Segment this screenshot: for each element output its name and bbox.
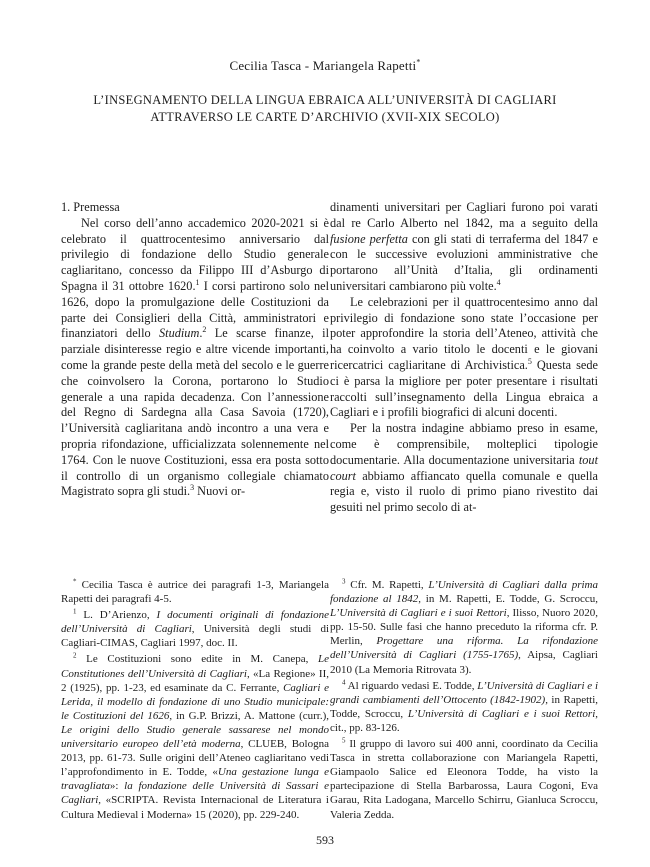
footnote-ref-2: 2	[202, 325, 207, 335]
footnote-3: $^3$ Cfr. M. Rapetti, L’Università di Cagliari dalla prima fondazione al 1842, in M. Rapetti, E. Todde, G. Scroccu, L’Università di Cagliari e i suoi Rettori, Ilisso, Nuoro 2020, pp. 15-50. Sulle fasi che hanno preceduto la riforma cfr. P. Merlin, Progettare una riforma. La rifondazione dell’Università di Cagliari (1755-1765), Aipsa, Cagliari 2010 (La Memoria Ritrovata 3).	[330, 577, 599, 676]
page-number: 593	[316, 833, 334, 847]
paragraph-3: Per la nostra indagine abbiamo preso in esame, come è comprensibile, molteplici tipologie documentarie. Alla documentazione universitaria tout court abbiamo affiancato quella comunale e quella regia e, visto il ruolo di primo piano rivestito dai gesuiti nel primo secolo di at-	[330, 421, 598, 515]
footnote-5: $^5$ Il gruppo di lavoro sui 400 anni, coordinato da Cecilia Tasca in stretta collaborazione con Mariangela Rapetti, Giampaolo Salice ed Eleonora Todde, ha visto la partecipazione di Stella Barbarossa, Laura Cogoni, Eva Garau, Rita Ladogana, Marcello Schirru, Gianluca Scroccu, Valeria Zedda.	[330, 736, 598, 821]
footnote-1: $^1$ L. D’Arienzo, I documenti originali di fondazione dell’Università di Cagliari, Università degli studi di Cagliari-CIMAS, Cagliari 1997, doc. II.	[61, 607, 329, 650]
footnote-ref-5: 5	[527, 356, 532, 366]
footnote-star: * Cecilia Tasca è autrice dei paragrafi 1-3, Mariangela Rapetti dei paragrafi 4-5.	[61, 577, 329, 606]
paragraph-1-part-2: dinamenti universitari per Cagliari furono poi varati dal re Carlo Alberto nel 1842, ma a seguito della fusione perfetta con gli stati di terraferma del 1847 e con le successive evoluzioni amministrative che portarono all’Unità d’Italia, gli ordinamenti universitari cambiarono più volte.$^4$	[330, 200, 599, 293]
footnotes-column-right	[330, 578, 598, 824]
author-note-mark: *	[416, 57, 421, 67]
paragraph-1-part-1: Nel corso dell’anno accademico 2020-2021 si è celebrato il quattrocentesimo anniversario dal privilegio di fondazione dello Studio generale cagliaritano, concesso da Filippo III d’Asburgo di Spagna il 31 ottobre 1620.$^1$ I corsi partirono solo nel 1626, dopo la promulgazione delle Costituzioni da parte dei Consiglieri della Città, amministratori e finanziatori dello Studium.$^2$ Le scarse finanze, il parziale disinteresse regio e altre vicende importanti, come la grande peste della metà del secolo e le guerre che coinvolsero la Corona, portarono lo Studio generale a una rapida decadenza. Con l’annessione del Regno di Sardegna alla Casa Savoia (1720), l’Università cagliaritana andò incontro a una vera e propria rifondazione, ufficializzata solennemente nel 1764. Con le nuove Costituzioni, essa era posta sotto il controllo di un organismo collegiale chiamato Magistrato sopra gli studi.$^3$ Nuovi or-	[61, 215, 329, 499]
article-title-line-1: L’INSEGNAMENTO DELLA LINGUA EBRAICA ALL’UNIVERSITÀ DI CAGLIARI	[93, 93, 557, 107]
body-column-left	[61, 200, 329, 500]
authors-text: Cecilia Tasca - Mariangela Rapetti	[229, 58, 417, 73]
footnote-2: $^2$ Le Costituzioni sono edite in M. Canepa, Le Constitutiones dell’Università di Cagliari, «La Regione» II, 2 (1925), pp. 1-23, ed esaminate da C. Ferrante, Cagliari e Lerida, il modello di fondazione di uno Studio municipale: le Costituzioni del 1626, in G.P. Brizzi, A. Mattone (curr.), Le origini dello Studio generale sassarese nel mondo universitario europeo dell’età moderna, CLUEB, Bologna 2013, pp. 61-73. Sulle origini dell’Ateneo cagliaritano vedi l’approfondimento in E. Todde, «Una gestazione lunga e travagliata»: la fondazione delle Università di Sassari e Cagliari, «SCRIPTA. Revista Internacional de Literatura i Cultura Medieval i Moderna» 15 (2020), pp. 229-240.	[61, 651, 330, 821]
footnote-4: $^4$ Al riguardo vedasi E. Todde, L’Università di Cagliari e i grandi cambiamenti dell’Ottocento (1842-1902), in Rapetti, Todde, Scroccu, L’Università di Cagliari e i suoi Rettori, cit., pp. 83-126.	[330, 678, 599, 734]
footnote-ref-1: 1	[195, 277, 200, 287]
paragraph-2: Le celebrazioni per il quattrocentesimo anno dal privilegio di fondazione sono state l’occasione per poter approfondire la storia dell’Ateneo, attività che ha coinvolto a vario titolo le docenti e le giovani ricercatrici cagliaritane di Archivistica.$^5$ Questa sede ci è parsa la migliore per poter presentare i risultati raccolti sull’insegnamento della Lingua ebraica a Cagliari e i profili biografici di alcuni docenti.	[330, 294, 598, 420]
article-title	[80, 92, 570, 126]
footnote-ref-3: 3	[190, 483, 195, 493]
section-heading: 1. Premessa	[61, 200, 120, 214]
authors-line	[0, 58, 650, 74]
body-column-right	[330, 200, 598, 516]
footnotes-column-left	[61, 578, 329, 824]
article-title-line-2: ATTRAVERSO LE CARTE D’ARCHIVIO (XVII-XIX SECOLO)	[150, 110, 500, 124]
footnote-ref-4: 4	[496, 277, 501, 287]
